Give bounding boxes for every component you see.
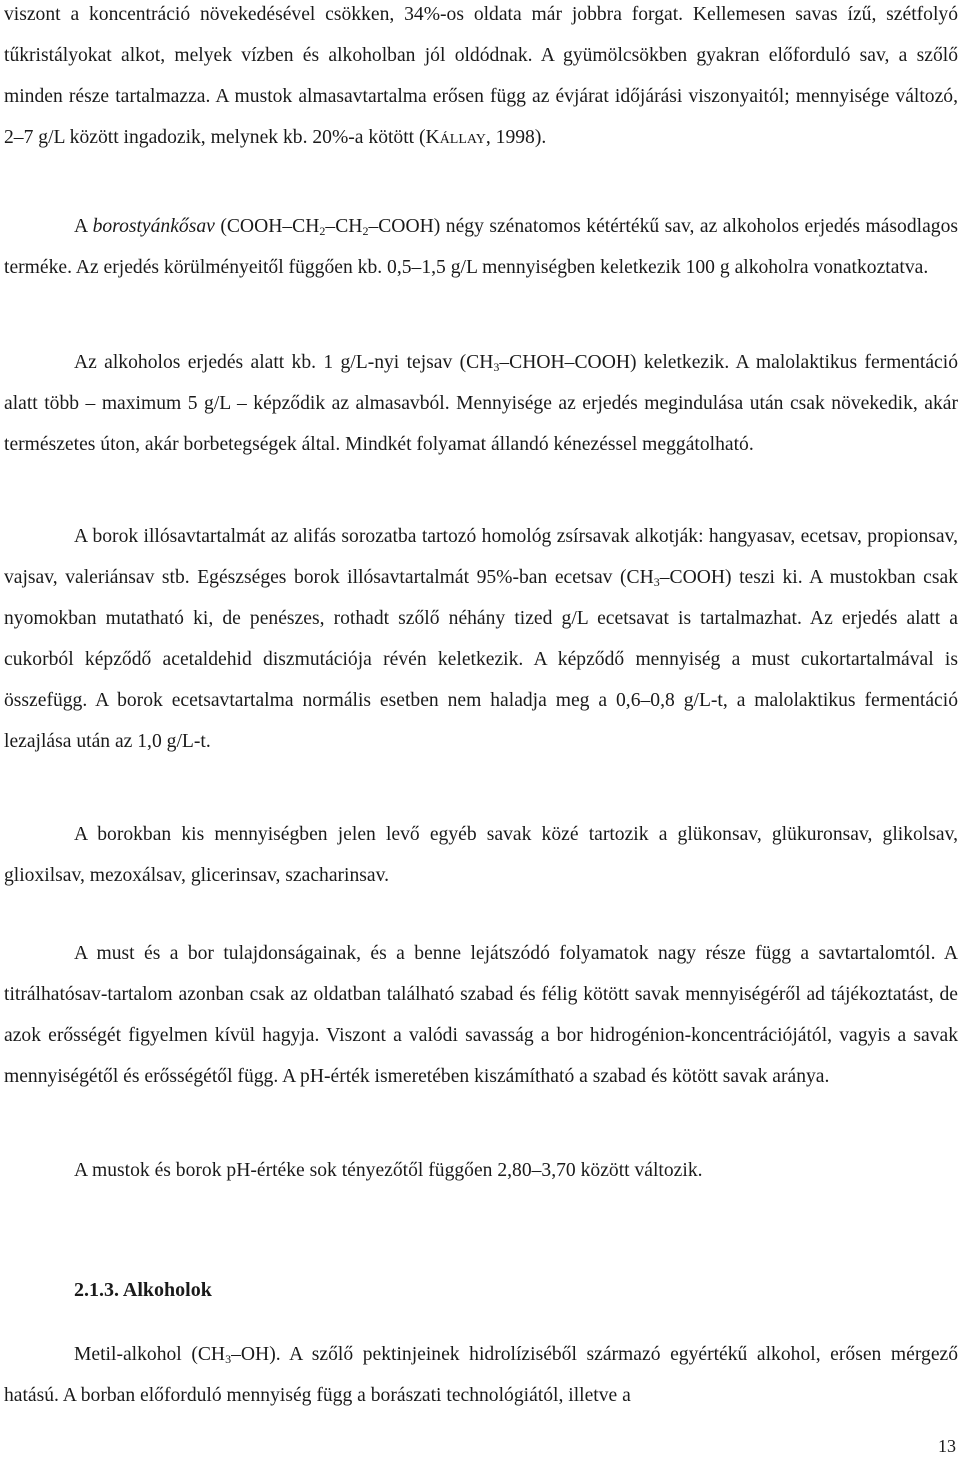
paragraph-savtartalom [4,933,958,1097]
subscript: 2 [362,224,369,238]
subscript: 3 [225,1352,232,1366]
paragraph-text: A borokban kis mennyiségben jelen levő egyéb savak közé tartozik a glükonsav, glükuronsav, glikolsav, glioxilsav, mezoxálsav, glicerinsav, szacharinsav. [4,824,958,886]
paragraph-text: –CHOH–COOH) keletkezik. A malolaktikus fermentáció alatt több – maximum 5 g/L – képződik az almasavból. Mennyisége az erjedés megindulása után csak növekedik, akár természetes úton, akár borbetegségek által. Mindkét folyamat állandó kénezéssel meggátolható. [4,352,958,455]
page-number: 13 [938,1436,956,1456]
formula-text: (COOH–CH [214,216,320,237]
paragraph-text: –COOH) négy szénatomos kétértékű sav, az alkoholos erjedés másodlagos terméke. Az erjedés körülményeitől függően kb. 0,5–1,5 g/L mennyiségben keletkezik 100 g alkoholra vonatkoztatva. [4,216,958,278]
emphasis-term: borostyánkősav [92,216,215,237]
subscript: 2 [319,224,326,238]
paragraph-text: A must és a bor tulajdonságainak, és a benne lejátszódó folyamatok nagy része függ a savtartalomtól. A titrálhatósav-tartalom azonban csak az oldatban található szabad és félig kötött savak mennyiségéről ad tájékoztatást, de azok erősségét figyelmen kívül hagyja. Viszont a valódi savasság a bor hidrogénion-koncentrációjától, vagyis a savak mennyiségétől és erősségétől függ. A pH-érték ismeretében kiszámítható a szabad és kötött savak aránya. [4,943,958,1087]
paragraph-borostyankosav [4,206,958,288]
author-citation: Kállay [425,127,486,148]
paragraph-text: A mustok és borok pH-értéke sok tényezőtől függően 2,80–3,70 között változik. [74,1160,703,1181]
paragraph-illosav [4,516,958,762]
paragraph-text: A [74,216,93,237]
paragraph-text: A borok illósavtartalmát az alifás sorozatba tartozó homológ zsírsavak alkotják: hangyasav, ecetsav, propionsav, vajsav, valeriánsav stb. Egészséges borok illósavtartalmát 95%-ban ecetsav (CH [4,526,958,588]
paragraph-tejsav [4,342,958,465]
paragraph-text: viszont a koncentráció növekedésével csökken, 34%-os oldata már jobbra forgat. Kellemesen savas ízű, szétfolyó tűkristályokat alkot, melyek vízben és alkoholban jól oldódnak. A gyümölcsökben gyakran előforduló sav, a szőlő minden része tartalmazza. A mustok almasavtartalma erősen függ az évjárat időjárási viszonyaitól; mennyisége változó, 2–7 g/L között ingadozik, melynek kb. 20%-a kötött ( [4,4,958,148]
section-heading: 2.1.3. Alkoholok [74,1279,212,1301]
paragraph-text: Az alkoholos erjedés alatt kb. 1 g/L-nyi tejsav (CH [74,352,494,373]
paragraph-text: –COOH) teszi ki. A mustokban csak nyomokban mutatható ki, de penészes, rothadt szőlő néhány tized g/L ecetsavat is tartalmazhat. Az erjedés alatt a cukorból képződő acetaldehid diszmutációja révén keletkezik. A képződő mennyiség a must cukortartalmával is összefügg. A borok ecetsavtartalma normális esetben nem haladja meg a 0,6–0,8 g/L-t, a malolaktikus fermentáció lezajlása után az 1,0 g/L-t. [4,567,958,752]
paragraph-almasav [4,0,958,158]
paragraph-ph [4,1150,958,1191]
subscript: 3 [653,575,660,589]
paragraph-text: Metil-alkohol (CH [74,1344,226,1365]
paragraph-egyeb-savak [4,814,958,896]
subscript: 3 [493,360,500,374]
paragraph-text: –OH). A szőlő pektinjeinek hidrolíziséből származó egyértékű alkohol, erősen mérgező hatású. A borban előforduló mennyiség függ a borászati technológiától, illetve a [4,1344,959,1406]
formula-text: –CH [325,216,363,237]
paragraph-metil-alkohol [4,1334,958,1416]
citation-year: , 1998). [485,127,547,148]
